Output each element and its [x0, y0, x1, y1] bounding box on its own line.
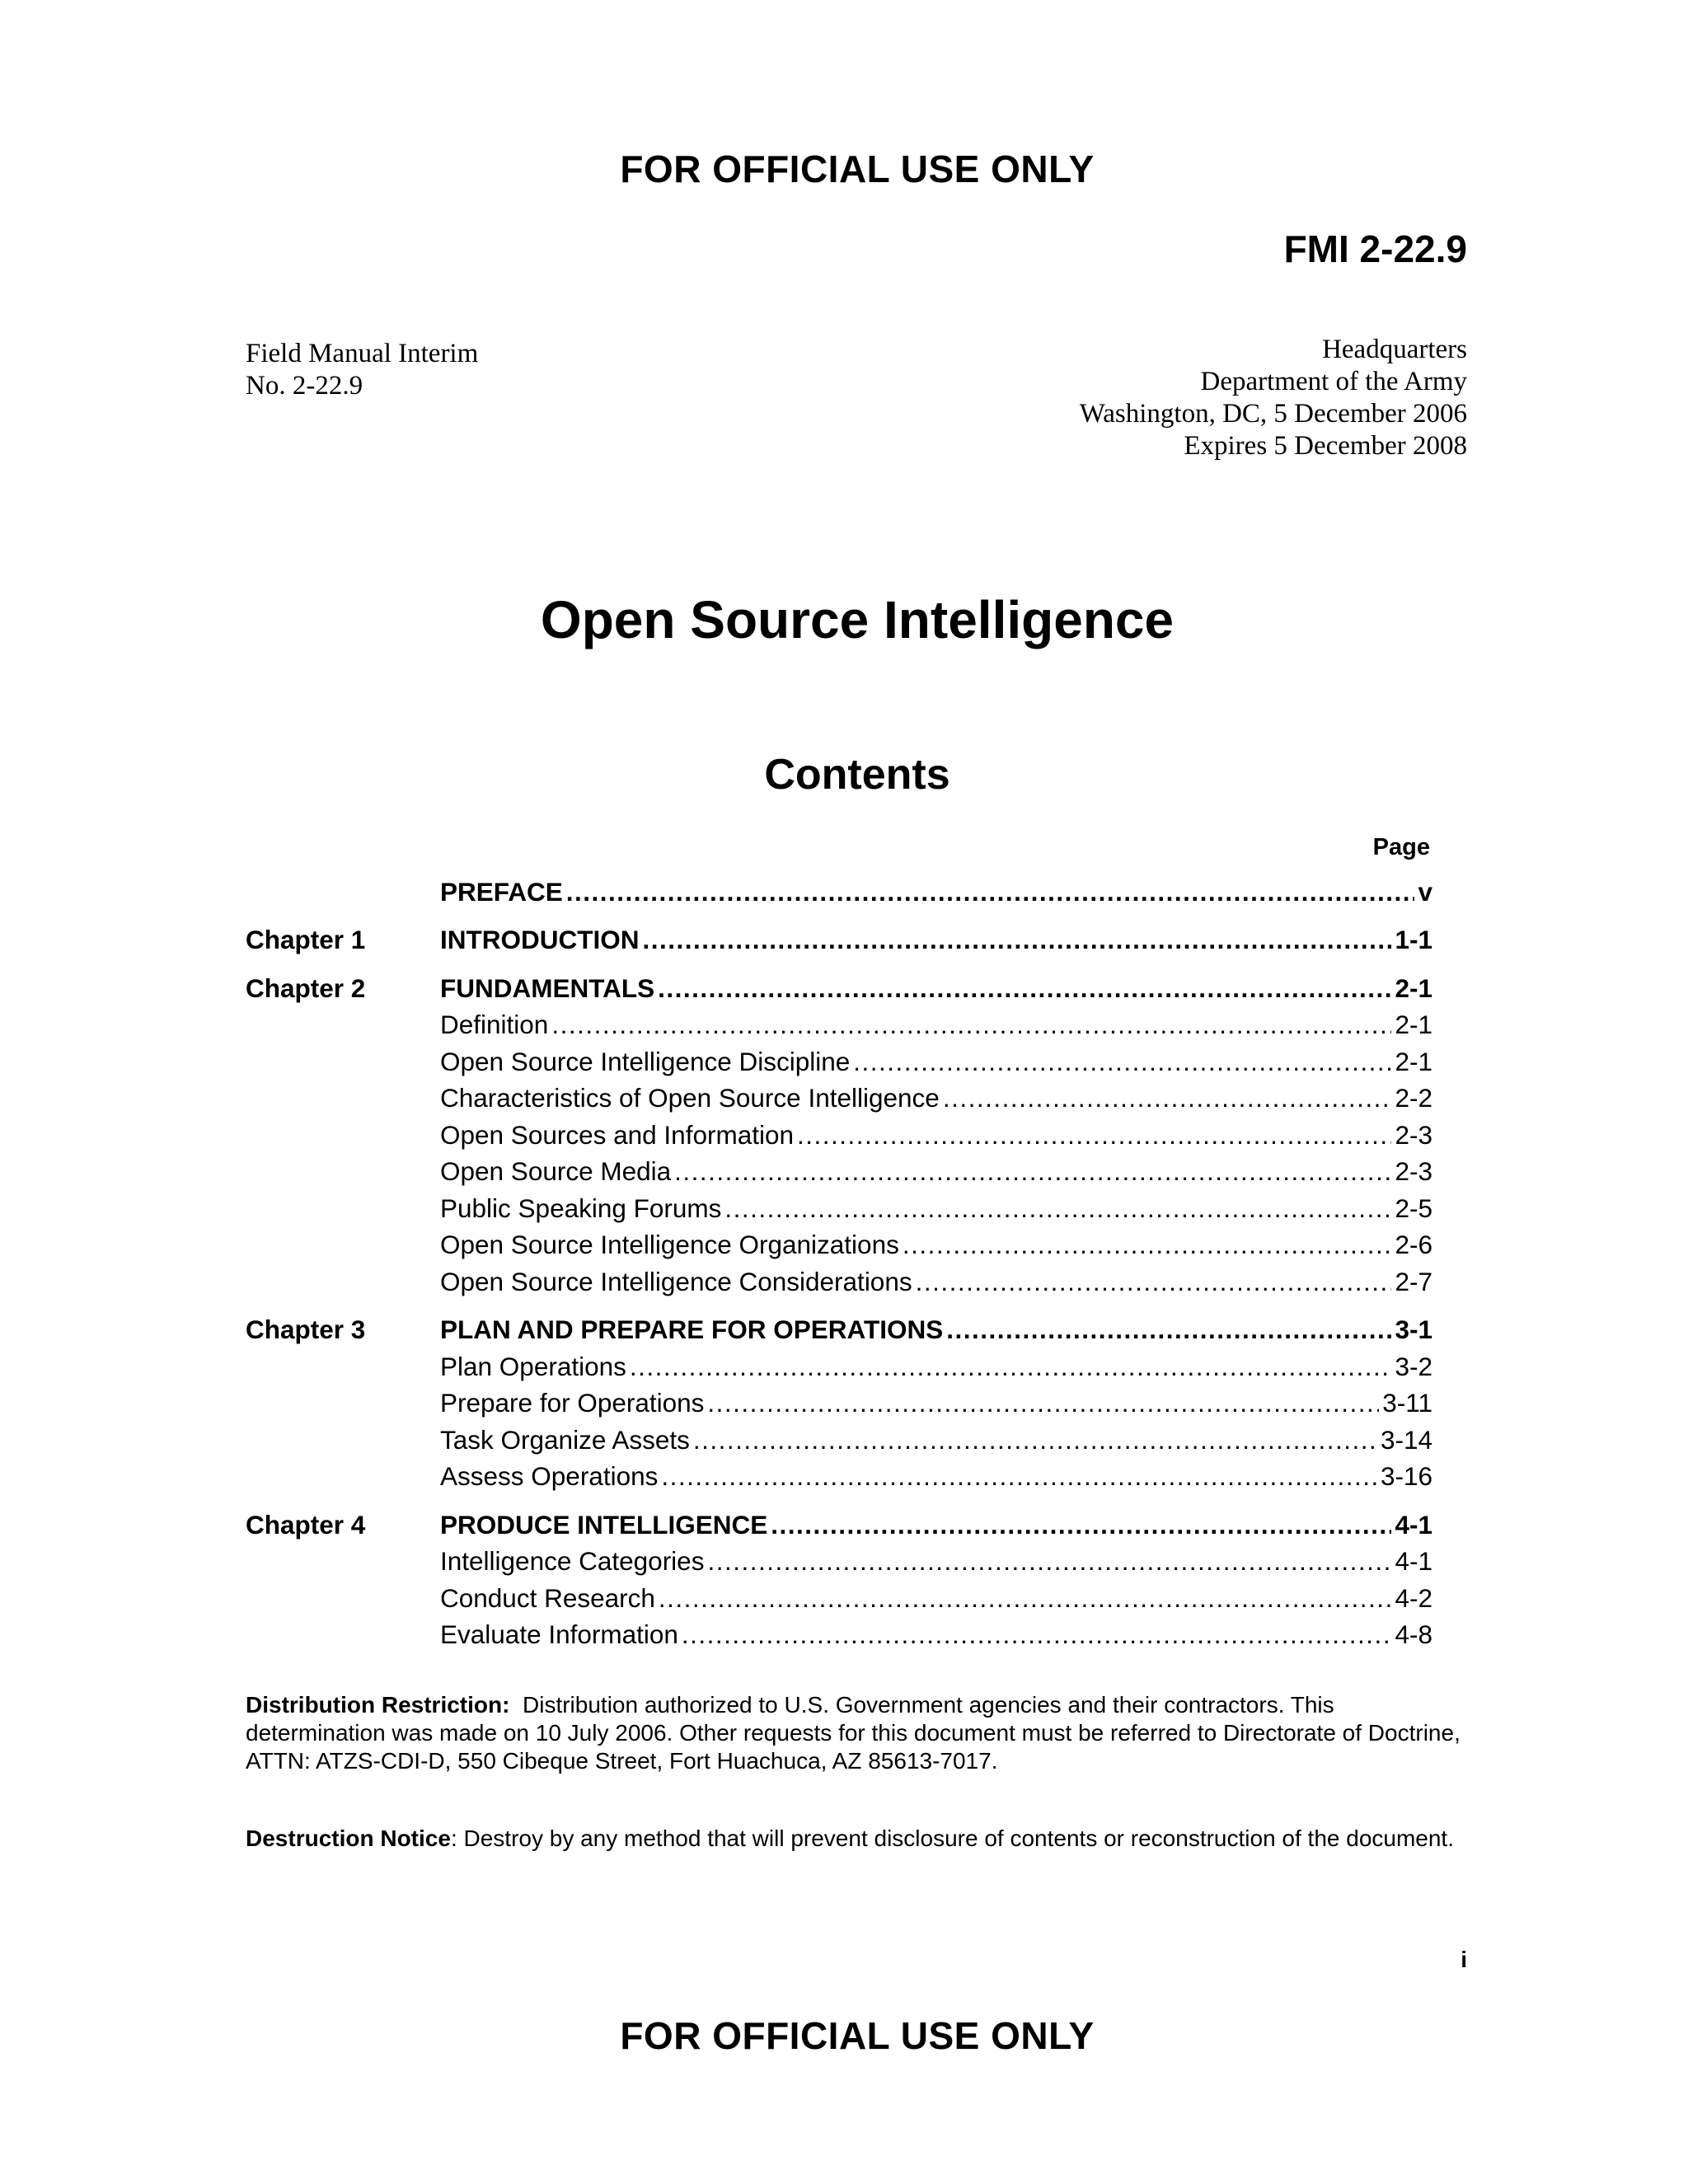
destruction-label: Destruction Notice	[246, 1825, 451, 1851]
toc-entry-title: PREFACE	[440, 876, 563, 907]
toc-chapter-label: Chapter 2	[246, 972, 366, 1003]
toc-leader-dots	[853, 1047, 1391, 1077]
toc-entry-page: 1-1	[1395, 925, 1432, 955]
distribution-text: Distribution authorized to U.S. Government agencies and their contractors. This determination was made on 10 July 2006. Other requests for this document must be referred to Directorate of Doctrine, ATTN: ATZS-CDI-D, 550 Cibeque Street, Fort Huachuca, AZ 85613-7017.	[246, 1692, 1461, 1774]
toc-entry-page: 4-8	[1395, 1619, 1432, 1650]
toc-section-row[interactable]	[246, 1348, 1432, 1385]
toc-section-row[interactable]	[246, 1422, 1432, 1459]
masthead-right-line: Expires 5 December 2008	[1184, 431, 1467, 461]
page-column-header: Page	[1372, 834, 1430, 860]
toc-section-row[interactable]	[246, 1459, 1432, 1496]
toc-entry-page: 2-5	[1395, 1193, 1432, 1223]
toc-entry-title: Prepare for Operations	[440, 1388, 705, 1418]
toc-entry	[440, 1193, 1432, 1224]
toc-entry-title: PLAN AND PREPARE FOR OPERATIONS	[440, 1315, 944, 1345]
toc-entry-title: INTRODUCTION	[440, 925, 640, 955]
toc-entry-title: Open Source Intelligence Organizations	[440, 1230, 899, 1260]
toc-chapter-row[interactable]	[246, 1507, 1432, 1544]
toc-section-row[interactable]	[246, 1154, 1432, 1191]
toc-leader-dots	[566, 877, 1415, 907]
toc-entry-title: Assess Operations	[440, 1461, 659, 1492]
fouo-header: FOR OFFICIAL USE ONLY	[620, 148, 1095, 190]
toc-leader-dots	[771, 1510, 1391, 1540]
document-title: Open Source Intelligence	[540, 590, 1175, 649]
toc-chapter-row[interactable]	[246, 970, 1432, 1007]
toc-entry-title: Public Speaking Forums	[440, 1193, 722, 1223]
toc-leader-dots	[946, 1315, 1391, 1345]
toc-entry	[440, 877, 1432, 907]
toc-section-row[interactable]	[246, 1117, 1432, 1154]
masthead-left-line: Field Manual Interim	[246, 339, 479, 368]
toc-entry-title: Open Sources and Information	[440, 1119, 795, 1150]
toc-entry-page: 4-2	[1395, 1582, 1432, 1613]
toc-leader-dots	[797, 1120, 1391, 1151]
toc-entry-page: 3-11	[1382, 1388, 1432, 1418]
page-number: i	[1461, 1947, 1467, 1972]
toc-leader-dots	[658, 973, 1391, 1004]
masthead-right-line: Department of the Army	[1200, 367, 1467, 396]
toc-section-row[interactable]	[246, 1007, 1432, 1044]
toc-entry-title: Task Organize Assets	[440, 1424, 690, 1455]
toc-entry-page: 2-6	[1395, 1230, 1432, 1260]
toc-leader-dots	[903, 1230, 1392, 1260]
toc-chapter-row[interactable]	[246, 874, 1432, 911]
table-of-contents	[246, 874, 1432, 1665]
toc-entry	[440, 1388, 1432, 1418]
toc-entry	[440, 1010, 1432, 1040]
toc-entry	[440, 1083, 1432, 1113]
toc-leader-dots	[916, 1267, 1392, 1297]
toc-leader-dots	[682, 1619, 1392, 1650]
toc-entry-page: 2-1	[1395, 1046, 1432, 1076]
toc-leader-dots	[659, 1583, 1392, 1614]
toc-entry	[440, 1156, 1432, 1187]
toc-entry-page: 2-3	[1395, 1156, 1432, 1187]
toc-chapter-group	[246, 1507, 1432, 1653]
toc-chapter-group	[246, 922, 1432, 959]
toc-entry	[440, 1230, 1432, 1260]
toc-section-row[interactable]	[246, 1580, 1432, 1617]
toc-chapter-label: Chapter 1	[246, 925, 366, 955]
toc-leader-dots	[674, 1156, 1391, 1187]
toc-section-row[interactable]	[246, 1263, 1432, 1301]
toc-leader-dots	[707, 1546, 1391, 1577]
toc-entry-title: Characteristics of Open Source Intelligence	[440, 1083, 940, 1113]
toc-chapter-group	[246, 1312, 1432, 1496]
toc-leader-dots	[630, 1352, 1392, 1382]
toc-entry-page: 2-1	[1395, 1010, 1432, 1040]
toc-chapter-row[interactable]	[246, 922, 1432, 959]
toc-section-row[interactable]	[246, 1080, 1432, 1118]
toc-entry-title: Plan Operations	[440, 1351, 626, 1381]
toc-entry	[440, 1546, 1432, 1577]
toc-entry-page: 2-2	[1395, 1083, 1432, 1113]
toc-entry-title: Conduct Research	[440, 1582, 655, 1613]
toc-leader-dots	[642, 925, 1391, 955]
toc-entry-page: 4-1	[1395, 1546, 1432, 1577]
toc-entry	[440, 1352, 1432, 1382]
toc-entry-page: 2-1	[1395, 972, 1432, 1003]
toc-leader-dots	[707, 1388, 1379, 1418]
document-number: FMI 2-22.9	[1283, 227, 1467, 270]
masthead-left	[246, 338, 478, 402]
toc-entry-title: Definition	[440, 1010, 549, 1040]
toc-entry-page: 3-1	[1395, 1315, 1432, 1345]
toc-entry-title: Intelligence Categories	[440, 1546, 705, 1577]
toc-entry-page: 3-2	[1395, 1351, 1432, 1381]
masthead-right-line: Washington, DC, 5 December 2006	[1079, 399, 1467, 429]
toc-entry	[440, 1047, 1432, 1077]
toc-entry-title: Open Source Intelligence Considerations	[440, 1266, 912, 1296]
toc-entry-title: Open Source Media	[440, 1156, 672, 1187]
toc-chapter-group	[246, 970, 1432, 1301]
toc-leader-dots	[724, 1193, 1391, 1224]
toc-chapter-group	[246, 874, 1432, 911]
toc-section-row[interactable]	[246, 1043, 1432, 1080]
toc-section-row[interactable]	[246, 1617, 1432, 1654]
toc-leader-dots	[693, 1425, 1377, 1455]
masthead-right-line: Headquarters	[1322, 335, 1467, 364]
masthead-left-line: No. 2-22.9	[246, 371, 363, 401]
toc-section-row[interactable]	[246, 1190, 1432, 1227]
toc-entry	[440, 1120, 1432, 1151]
toc-section-row[interactable]	[246, 1544, 1432, 1581]
toc-entry-page: 2-7	[1395, 1266, 1432, 1296]
toc-leader-dots	[551, 1010, 1391, 1040]
toc-chapter-label: Chapter 3	[246, 1315, 366, 1345]
contents-heading: Contents	[764, 751, 950, 799]
distribution-label: Distribution Restriction:	[246, 1692, 510, 1718]
toc-entry	[440, 1583, 1432, 1614]
toc-entry	[440, 1267, 1432, 1297]
toc-section-row[interactable]	[246, 1227, 1432, 1264]
toc-entry	[440, 925, 1432, 955]
toc-entry-title: Evaluate Information	[440, 1619, 678, 1650]
toc-chapter-row[interactable]	[246, 1312, 1432, 1349]
destruction-text: : Destroy by any method that will prevent disclosure of contents or reconstruction of the document.	[450, 1825, 1454, 1851]
toc-entry	[440, 1425, 1432, 1455]
toc-entry-title: PRODUCE INTELLIGENCE	[440, 1509, 768, 1540]
toc-chapter-label: Chapter 4	[246, 1509, 366, 1540]
toc-entry	[440, 1461, 1432, 1492]
toc-entry-page: 3-14	[1380, 1424, 1432, 1455]
toc-entry-title: FUNDAMENTALS	[440, 972, 655, 1003]
destruction-notice	[246, 1825, 1465, 1853]
toc-leader-dots	[943, 1083, 1392, 1113]
distribution-restriction	[246, 1691, 1465, 1775]
toc-entry	[440, 1619, 1432, 1650]
toc-entry-page: 2-3	[1395, 1119, 1432, 1150]
toc-entry-title: Open Source Intelligence Discipline	[440, 1046, 851, 1076]
toc-entry-page: 4-1	[1395, 1509, 1432, 1540]
toc-entry	[440, 1510, 1432, 1540]
toc-leader-dots	[661, 1461, 1377, 1492]
fouo-footer: FOR OFFICIAL USE ONLY	[620, 2014, 1095, 2057]
toc-entry	[440, 973, 1432, 1004]
toc-section-row[interactable]	[246, 1385, 1432, 1422]
toc-entry-page: 3-16	[1380, 1461, 1432, 1492]
toc-entry	[440, 1315, 1432, 1345]
masthead-right	[1080, 334, 1467, 462]
toc-entry-page: v	[1418, 876, 1432, 907]
